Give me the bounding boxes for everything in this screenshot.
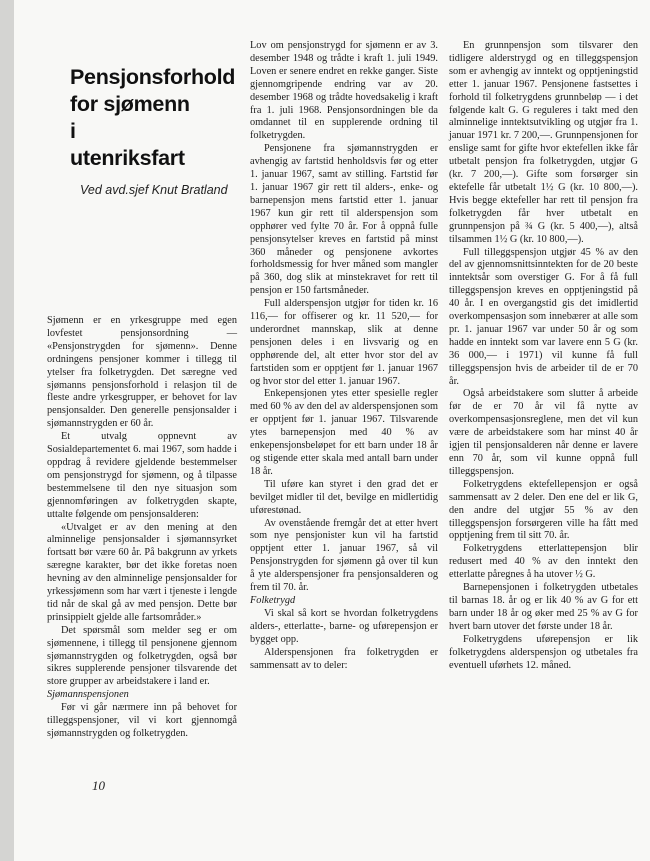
body-paragraph: Også arbeidstakere som slutter å arbeide før de er 70 år vil få nytte av overkompensasjonsreglene, men det vil kun være de arbeidstakere som har minst 40 år igjen til pensjonsalderen når denne er lavere enn 70 år, som vil kunne oppnå full tilleggspensjon. (449, 388, 638, 477)
body-paragraph: En grunnpensjon som tilsvarer den tidligere alderstrygd og en tilleggspensjon som er avhengig av inntekt og opptjeningstid etter 1. januar 1967. Pensjonene fastsettes i forhold til folketrygdens grunnbeløp — i det følgende kalt G. G reguleres i takt med den alminnelige inntektsutvikling og utgjør fra 1. januar 1971 kr. 7 200,—. Grunnpensjonen for enslige samt for gifte hvor ektefellen ikke får utbetalt pensjon fra folketrygden, utgjør G (kr. 7 200,—). Gifte som forsørger sin ektefelle får utbetalt 1½ G (kr. 10 800,—). Hvis begge ektefeller har rett til pensjon fra folketrygden får hver utbetalt en grunnpensjon på ¾ G (kr. 5 400,—), altså tilsammen 1½ G (kr. 10 800,—). (449, 40, 638, 245)
body-paragraph: Før vi går nærmere inn på behovet for tilleggspensjoner, vil vi kort gjennomgå sjømannstrygden og folketrygden. (47, 702, 237, 739)
author-byline: Ved avd.sjef Knut Bratland (80, 183, 228, 197)
section-heading: Folketrygd (250, 594, 296, 606)
body-paragraph: Til uføre kan styret i den grad det er bevilget midler til det, bevilge en midlertidig uførestønad. (250, 478, 438, 516)
body-paragraph: Alderspensjonen fra folketrygden er sammensatt av to deler: (250, 646, 438, 671)
section-heading: Sjømannspensjonen (47, 689, 129, 701)
body-paragraph: Lov om pensjonstrygd for sjømenn er av 3. desember 1948 og trådte i kraft 1. juli 1949. Loven er senere endret en rekke ganger. Siste gjennomgripende endring var av 20. desember 1968 og trådte hovedsakelig i kraft fra 1. juli 1968. Pensjonsordningen ble da omdannet til en supplerende ordning til folketrygden. (250, 40, 438, 142)
text-column-3 (449, 40, 638, 672)
text-column-1 (47, 315, 237, 741)
body-paragraph: Full alderspensjon utgjør for tiden kr. 16 116,— for offiserer og kr. 11 520,— for underordnet mannskap, slik at denne pensjonen deles i en livsvarig og en opphørende del, alt etter hvor stor del av fartstiden som er opptjent før 1. januar 1967 og hvor stor del etter 1. januar 1967. (250, 298, 438, 387)
body-paragraph: Vi skal så kort se hvordan folketrygdens alders-, etterlatte-, barne- og uførepensjon er bygget opp. (250, 607, 438, 645)
body-paragraph: Sjømenn er en yrkesgruppe med egen lovfestet pensjonsordning — «Pensjonstrygden for sjømenn». Denne ordningens pensjoner kommer i tillegg til ytelser fra folketrygden. Det særegne ved sjømanns pensjonsforhold i relasjon til de fleste andre yrkesgrupper, er behovet for lav pensjonsalder. Den generelle pensjonsalder i sjømannstrygden er 60 år. (47, 315, 237, 430)
title-line: for sjømenn (70, 92, 190, 116)
body-paragraph: Pensjonene fra sjømannstrygden er avhengig av fartstid henholdsvis før og etter 1. januar 1967, samt av stilling. Fartstid før 1. januar 1967 gir rett til alders-, enke- og barnepensjon mens fartstid etter 1. januar 1967 kun gir rett til alderspensjon som opphører ved fylte 70 år. For å oppnå fulle pensjonsytelser kreves en fartstid på minst 360 måneder og pensjonene avkortes forholdsmessig for hver måned som mangler på 360, dog slik at minstekravet for rett til pensjon er 150 fartsmåneder. (250, 143, 438, 297)
body-paragraph: Av ovenstående fremgår det at etter hvert som nye pensjonister kun vil ha fartstid opptjent etter 1. januar 1967, så vil Pensjonstrygden for sjømenn gå over til kun å yte alderspensjoner fra pensjonsalderen og frem til 70. år. (250, 517, 438, 594)
body-paragraph: Folketrygdens ektefellepensjon er også sammensatt av 2 deler. Den ene del er lik G, den andre del utgjør 55 % av den tilleggspensjon forsørgeren ville ha fått med opptjening frem til sitt 70. år. (449, 478, 638, 542)
body-paragraph: Barnepensjonen i folketrygden utbetales til barnas 18. år og er lik 40 % av G for ett barn under 18 år og øker med 25 % av G for hvert barn utover det første under 18 år. (449, 582, 638, 632)
body-paragraph: Det spørsmål som melder seg er om sjømennene, i tillegg til pensjonene gjennom sjømannstrygden og folketrygden, også bør sikres supplerende pensjoner tilsvarende det store grupper av arbeidstakere i land er. (47, 624, 237, 688)
title-line: Pensjonsforhold (70, 65, 236, 89)
body-paragraph: Et utvalg oppnevnt av Sosialdepartementet 6. mai 1967, som hadde i oppdrag å revidere gjeldende bestemmelser om pensjonstrygd for sjømenn, og å tilpasse bestemmelsene til den nye situasjon som gjennomføringen av folketrygden skapte, uttalte følgende om pensjonsalderen: (47, 431, 237, 520)
body-paragraph: Full tilleggspensjon utgjør 45 % av den del av gjennomsnittsinntekten for de 20 beste inntektsår som overstiger G. For å få full tilleggspensjon kreves en opptjeningstid på 40 år. I en overgangstid gis det imidlertid overkompensasjon som innebærer at alle som pr. 1. januar 1967 var under 50 år og som hadde en inntekt som var lavere enn 5 G (kr. 36 000,— i 1971) vil kunne få full tilleggspensjon hvis de arbeider til de er 70 år. (449, 246, 638, 387)
body-paragraph: Enkepensjonen ytes etter spesielle regler med 60 % av den del av alderspensjonen som er opptjent før 1. januar 1967. Tilsvarende ytes barnepensjon med 40 % av enkepensjonsbeløpet for ett barn under 18 år og stigende etter skala med antall barn under 18 år. (250, 388, 438, 477)
body-paragraph: Folketrygdens etterlattepensjon blir redusert med 40 % av den inntekt den etterlatte påregnes å ha utover ½ G. (449, 543, 638, 581)
text-column-2 (250, 40, 438, 672)
page-number: 10 (92, 778, 105, 793)
title-line: utenriksfart (70, 146, 185, 170)
binding-shadow (0, 0, 14, 861)
title-line: i (70, 119, 76, 143)
body-paragraph: «Utvalget er av den mening at den alminnelige pensjonsalder i sjømannsyrket fortsatt bør være 60 år. På bakgrunn av yrkets særegne karakter, bør det ikke foretas noen hevning av den alminnelige pensjonsalder for yrkessjømenn som har vært i tjeneste i lengde tid når de skal gå av med pensjon. Dette bør prinsippielt gjelde alle fartsområder.» (47, 521, 237, 623)
article-title (70, 64, 240, 172)
body-paragraph: Folketrygdens uførepensjon er lik folketrygdens alderspensjon og utbetales fra eventuell uførhets 12. måned. (449, 633, 638, 671)
